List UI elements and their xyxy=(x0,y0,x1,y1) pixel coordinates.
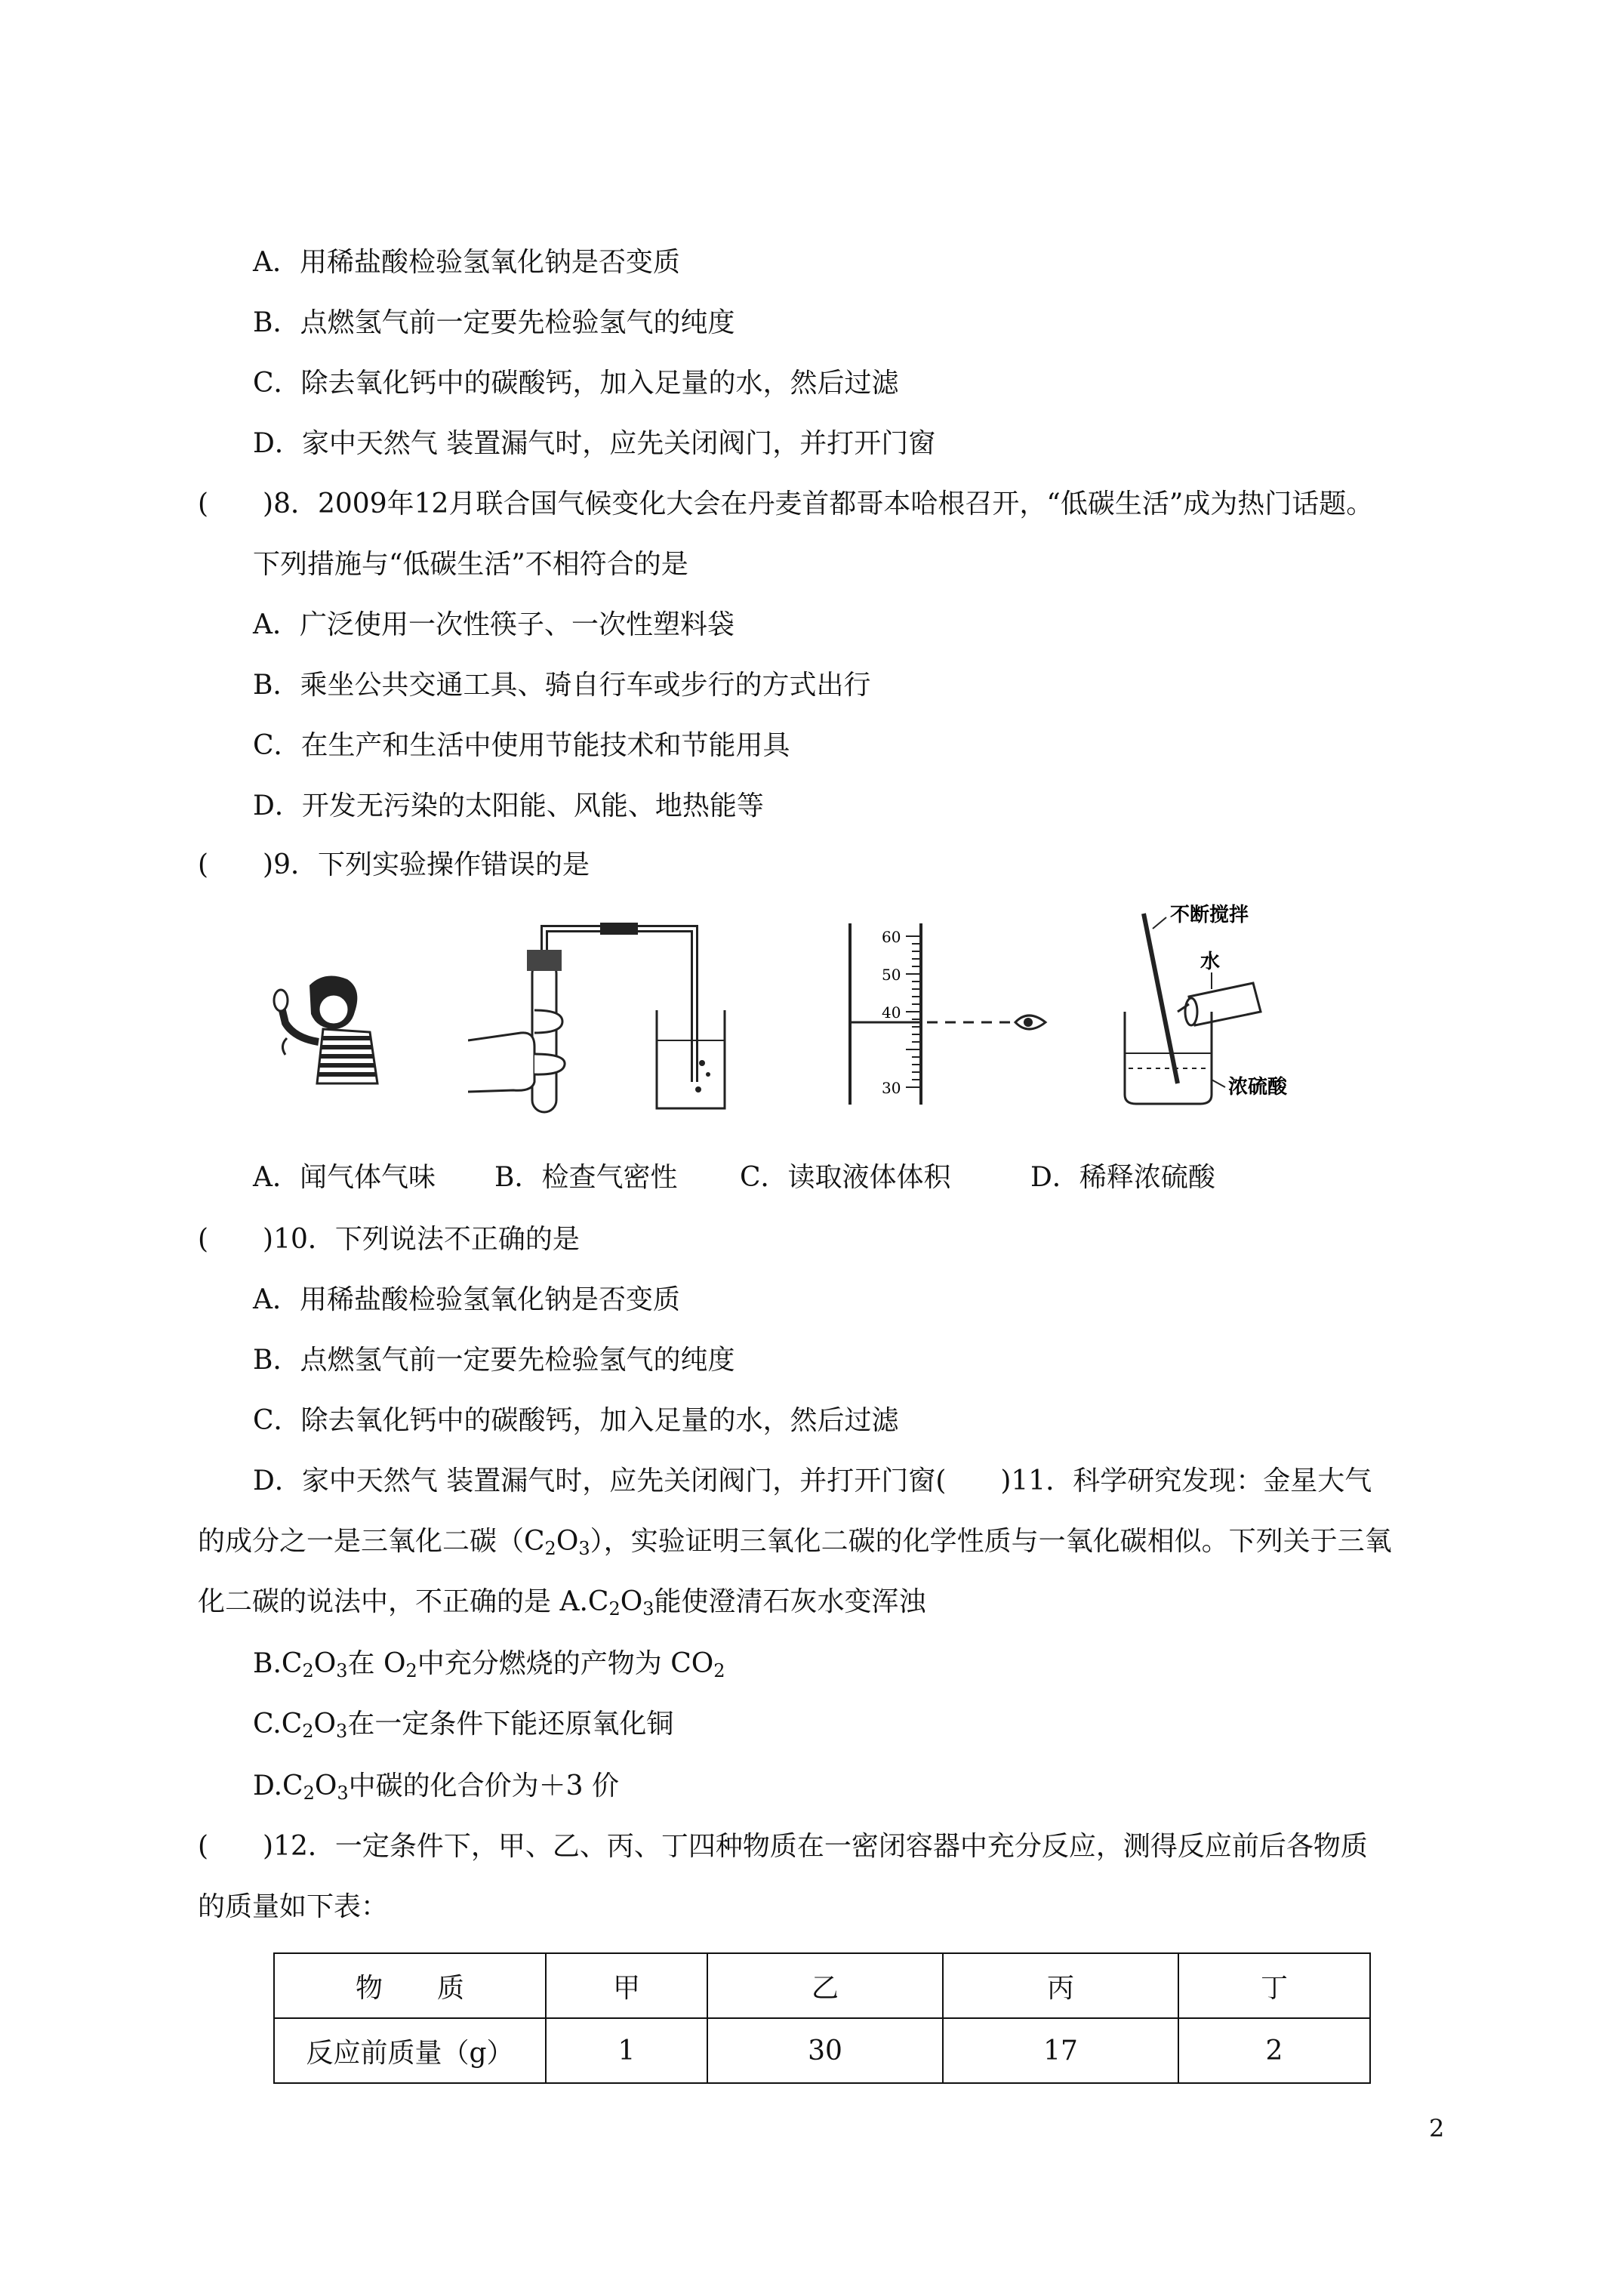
q10-paren: ( ) xyxy=(198,1224,274,1255)
q8-option-b: B．乘坐公共交通工具、骑自行车或步行的方式出行 xyxy=(253,670,871,701)
page-number: 2 xyxy=(1429,2114,1445,2143)
cylinder-tick-40: 40 xyxy=(882,1003,901,1022)
q9-stem xyxy=(198,849,590,882)
q11-option-d: $D.C_2O_3$中碳的化合价为＋3 价 xyxy=(253,1771,620,1804)
q8-stem xyxy=(198,488,1373,521)
table-header-cell: 物 质 xyxy=(274,1953,546,2018)
label-acid: 浓硫酸 xyxy=(1228,1076,1288,1099)
q11-option-b: $B.C_2O_3$在 $O_2$中充分燃烧的产物为 $CO_2$ xyxy=(253,1648,725,1681)
table-header-row xyxy=(274,1953,1370,2018)
q7-option-a: A．用稀盐酸检验氢氧化钠是否变质 xyxy=(253,247,680,278)
figure-airtightness xyxy=(468,920,740,1116)
table-cell: 1 xyxy=(546,2018,707,2083)
q12-stem xyxy=(198,1830,1368,1863)
q12-stem-text: 12．一定条件下，甲、乙、丙、丁四种物质在一密闭容器中充分反应，测得反应前后各物质 xyxy=(273,1831,1368,1862)
q11-option-c: $C.C_2O_3$在一定条件下能还原氧化铜 xyxy=(253,1709,674,1742)
q10-option-a: A．用稀盐酸检验氢氧化钠是否变质 xyxy=(253,1284,680,1315)
q10-stem-text: 10．下列说法不正确的是 xyxy=(273,1224,580,1255)
q12-paren: ( ) xyxy=(198,1831,274,1862)
q9-caption-d: D．稀释浓硫酸 xyxy=(1030,1162,1215,1193)
q7-option-b: B．点燃氢气前一定要先检验氢气的纯度 xyxy=(253,307,735,338)
label-stir: 不断搅拌 xyxy=(1170,904,1249,926)
q9-caption-b: B．检查气密性 xyxy=(494,1162,678,1193)
table-header-cell: 甲 xyxy=(546,1953,707,2018)
q11-paren: ( ) xyxy=(935,1465,1012,1496)
q8-stem-cont: 下列措施与“低碳生活”不相符合的是 xyxy=(253,549,688,580)
cylinder-tick-50: 50 xyxy=(882,966,901,984)
table-cell: 30 xyxy=(707,2018,943,2083)
q10-option-c: C．除去氧化钙中的碳酸钙，加入足量的水，然后过滤 xyxy=(253,1405,899,1436)
q8-option-a: A．广泛使用一次性筷子、一次性塑料袋 xyxy=(253,609,735,640)
figure-smell-gas xyxy=(264,970,385,1091)
table-header-cell: 乙 xyxy=(707,1953,943,2018)
q9-stem-text: 9．下列实验操作错误的是 xyxy=(273,849,590,880)
table-header-cell: 丁 xyxy=(1178,1953,1370,2018)
q9-paren: ( ) xyxy=(198,849,274,880)
q9-caption-c: C．读取液体体积 xyxy=(740,1162,951,1193)
table-row xyxy=(274,2018,1370,2083)
q8-option-d: D．开发无污染的太阳能、风能、地热能等 xyxy=(253,791,764,821)
q10-option-d: D．家中天然气 装置漏气时，应先关闭阀门，并打开门窗 xyxy=(253,1465,936,1496)
q10-option-b: B．点燃氢气前一定要先检验氢气的纯度 xyxy=(253,1345,735,1376)
q10-option-d-q11-start xyxy=(253,1465,1372,1498)
q11-stem: 11．科学研究发现：金星大气 xyxy=(1011,1465,1372,1496)
table-cell: 反应前质量（g） xyxy=(274,2018,546,2083)
q7-option-c: C．除去氧化钙中的碳酸钙，加入足量的水，然后过滤 xyxy=(253,368,899,399)
label-water: 水 xyxy=(1200,951,1221,973)
table-cell: 2 xyxy=(1178,2018,1370,2083)
q12-stem-cont: 的质量如下表： xyxy=(198,1891,389,1922)
cylinder-tick-60: 60 xyxy=(882,928,901,946)
q10-stem xyxy=(198,1223,580,1256)
q11-line2: 的成分之一是三氧化二碳$(C_2O_3)$，实验证明三氧化二碳的化学性质与一氧化碳相似。下列关于三氧 xyxy=(198,1526,1392,1559)
table-cell: 17 xyxy=(943,2018,1178,2083)
q8-paren: ( ) xyxy=(198,488,274,519)
table-header-cell: 丙 xyxy=(943,1953,1178,2018)
q11-line3-option-a: 化二碳的说法中，不正确的是 $A.C_2O_3$能使澄清石灰水变浑浊 xyxy=(198,1586,926,1620)
figure-read-volume xyxy=(838,920,1064,1116)
mass-table xyxy=(273,1952,1371,2084)
q9-caption-a: A．闻气体气味 xyxy=(253,1162,436,1193)
cylinder-tick-30: 30 xyxy=(882,1079,901,1097)
q8-option-c: C．在生产和生活中使用节能技术和节能用具 xyxy=(253,730,790,761)
q7-option-d: D．家中天然气 装置漏气时，应先关闭阀门，并打开门窗 xyxy=(253,428,936,459)
q8-stem-text: 8．2009年12月联合国气候变化大会在丹麦首都哥本哈根召开，“低碳生活”成为热门话题。 xyxy=(273,488,1374,519)
figure-dilute-acid xyxy=(1098,898,1325,1125)
